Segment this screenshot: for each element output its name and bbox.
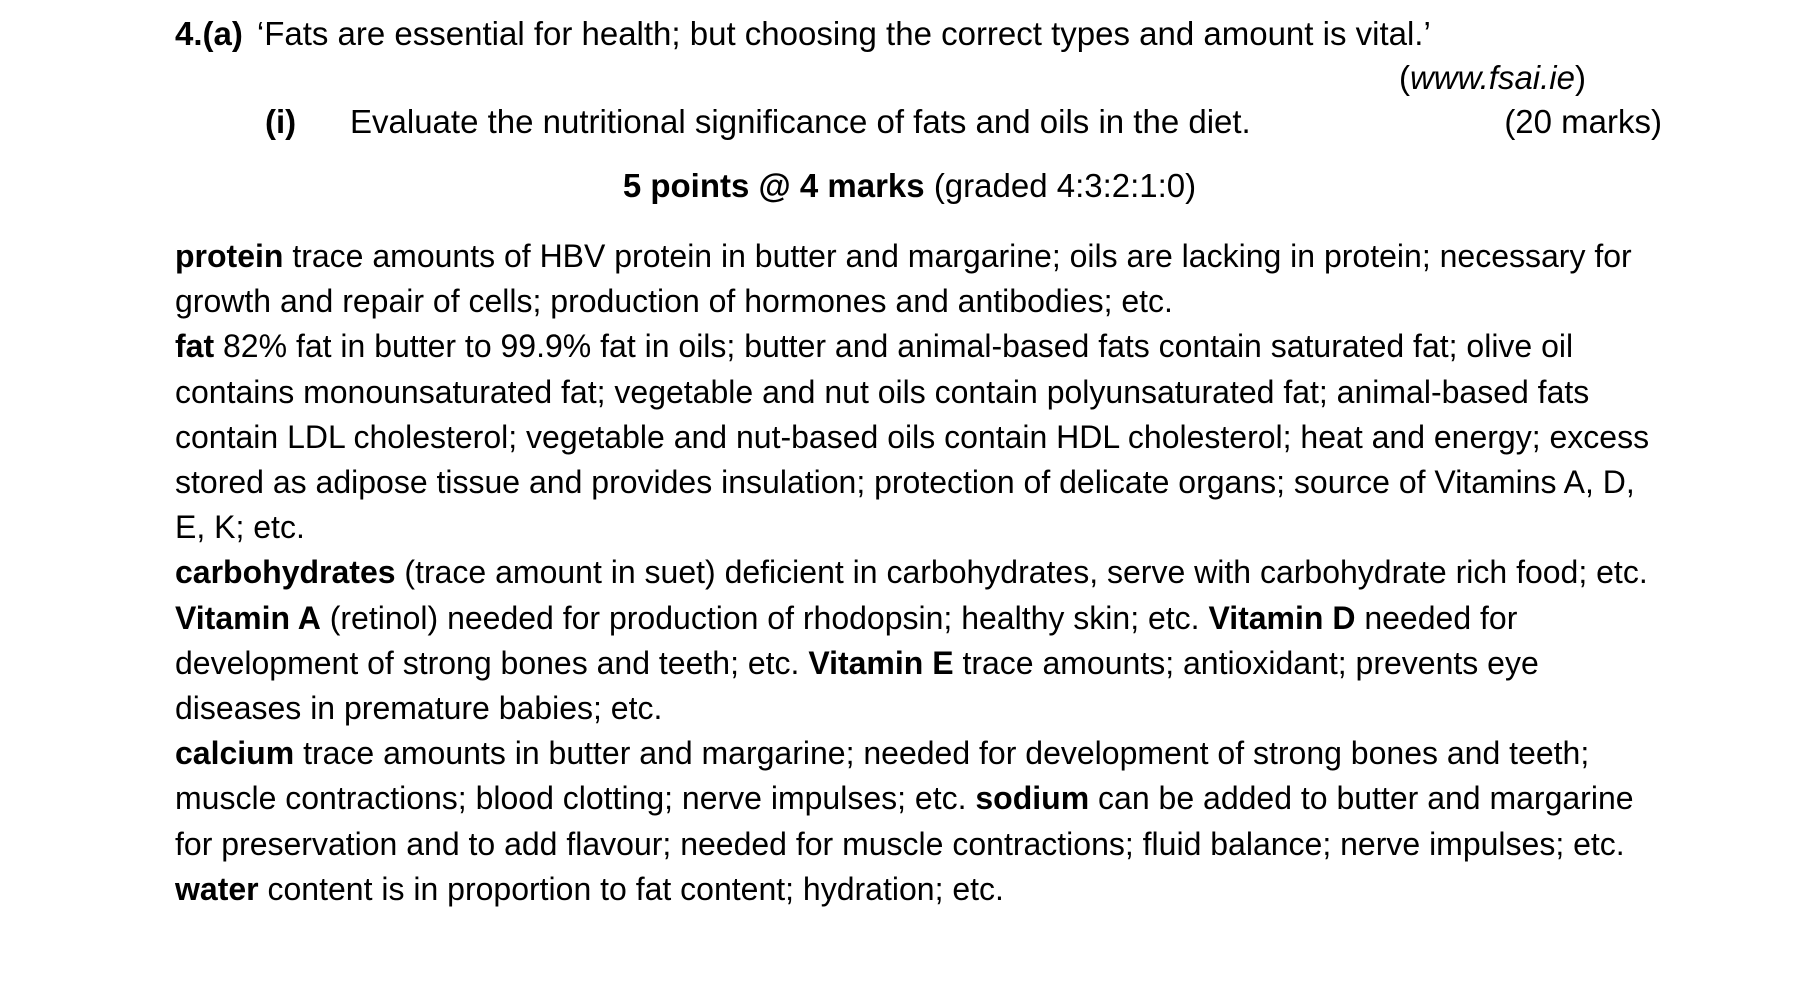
text-vitamin-e: trace amounts; antioxidant; prevents eye diseases in premature babies; etc. [175, 644, 1539, 727]
text-calcium: trace amounts in butter and margarine; needed for development of strong bones and teeth; muscle contractions; blood clotting; nerve impulses; etc. [175, 735, 1590, 817]
term-sodium: sodium [975, 780, 1090, 817]
source-close-paren: ) [1575, 59, 1586, 96]
term-fat: fat [175, 328, 215, 365]
question-number: 4.(a) [175, 15, 243, 52]
sub-question-text: Evaluate the nutritional significance of fats and oils in the diet. [350, 103, 1251, 140]
answer-protein [175, 234, 1665, 324]
marks-allocation: (20 marks) [1504, 103, 1662, 140]
term-protein: protein [175, 238, 284, 274]
term-vitamin-d: Vitamin D [1208, 599, 1356, 636]
question-heading [175, 14, 1431, 54]
source-open-paren: ( [1398, 59, 1410, 96]
text-sodium: can be added to butter and margarine for preservation and to add flavour; needed for muscle contractions; fluid balance; nerve impulses; etc. [175, 780, 1634, 862]
source-website: www.fsai.ie [1409, 59, 1575, 96]
answer-water [175, 867, 1665, 912]
term-calcium: calcium [175, 735, 295, 772]
marking-points: 5 points @ 4 marks [622, 167, 925, 204]
text-carbohydrates: (trace amount in suet) deficient in carbohydrates, serve with carbohydrate rich food; etc. [395, 554, 1648, 591]
term-water: water [175, 870, 259, 907]
text-vitamin-a: (retinol) needed for production of rhodopsin; healthy skin; etc. [320, 599, 1209, 636]
marking-grading: (graded 4:3:2:1:0) [933, 167, 1197, 204]
answer-fat [175, 324, 1665, 550]
quote-source [1399, 58, 1586, 98]
text-vitamin-d: needed for development of strong bones and teeth; etc. [175, 599, 1518, 681]
text-water: content is in proportion to fat content; hydration; etc. [258, 870, 1004, 907]
answer-vitamins [175, 596, 1665, 732]
text-fat: 82% fat in butter to 99.9% fat in oils; butter and animal-based fats contain saturated fat; olive oil contains monounsaturated fat; vegetable and nut oils contain polyunsaturated fat; animal-based fats contain LDL cholesterol; vegetable and nut-based oils contain HDL cholesterol; heat and energy; excess stored as adipose tissue and provides insulation; protection of delicate organs; source of Vitamins A, D, E, K; etc. [175, 328, 1650, 546]
term-vitamin-a: Vitamin A [175, 599, 321, 636]
answer-carbohydrates [175, 550, 1665, 595]
sub-question-label: (i) [265, 103, 297, 140]
sub-question [265, 102, 1251, 142]
text-protein: trace amounts of HBV protein in butter and margarine; oils are lacking in protein; necessary for growth and repair of cells; production of hormones and antibodies; etc. [175, 238, 1632, 320]
marking-scheme [0, 166, 1819, 206]
term-vitamin-e: Vitamin E [808, 644, 954, 681]
answer-minerals [175, 731, 1665, 867]
answer-body [175, 234, 1665, 912]
question-quote: ‘Fats are essential for health; but choosing the correct types and amount is vital.’ [256, 15, 1431, 52]
term-carbohydrates: carbohydrates [175, 554, 396, 591]
